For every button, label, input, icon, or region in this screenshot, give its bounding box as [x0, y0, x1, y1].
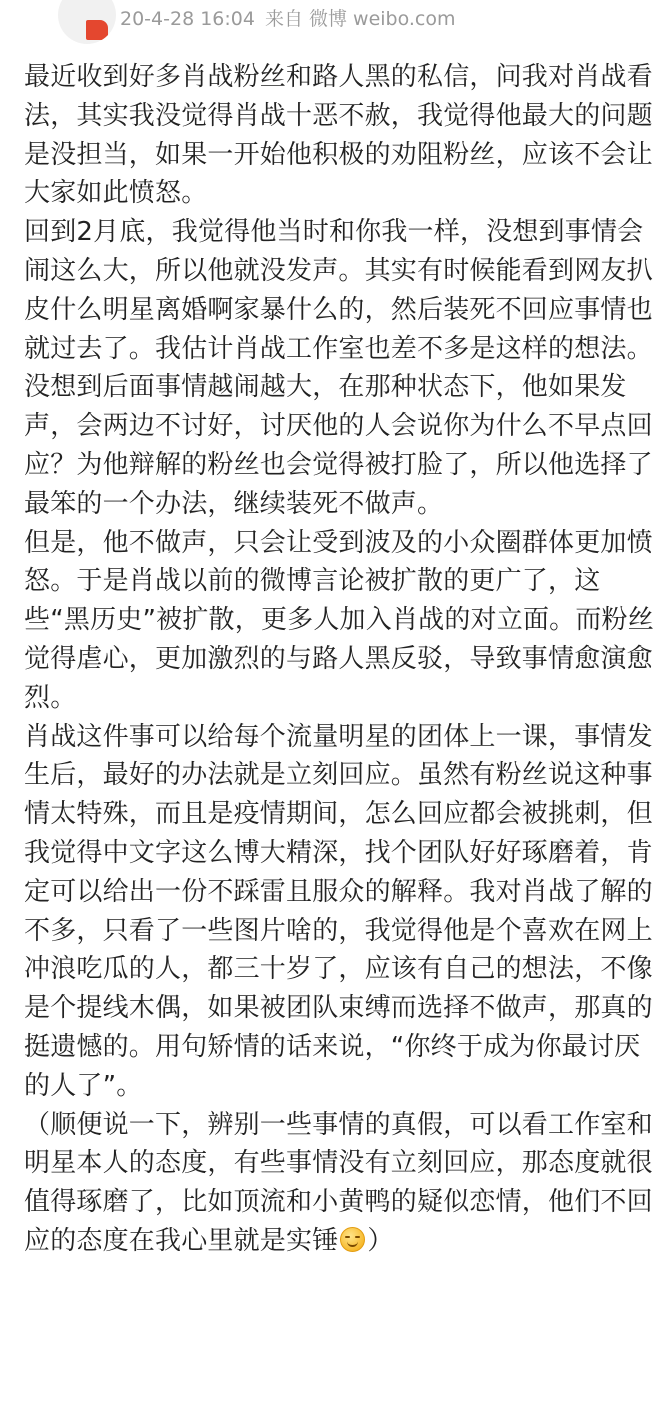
- post-paragraph-5: [24, 1106, 664, 1261]
- post-content: [24, 58, 664, 1261]
- post-meta: [120, 7, 466, 31]
- post-paragraph-1: 最近收到好多肖战粉丝和路人黑的私信，问我对肖战看法，其实我没觉得肖战十恶不赦，我觉得他最大的问题是没担当，如果一开始他积极的劝阻粉丝，应该不会让大家如此愤怒。: [24, 62, 653, 209]
- post-paragraph-4: 肖战这件事可以给每个流量明星的团体上一课，事情发生后，最好的办法就是立刻回应。虽然有粉丝说这种事情太特殊，而且是疫情期间，怎么回应都会被挑刺，但我觉得中文字这么博大精深，找个团队好好琢磨着，肯定可以给出一份不踩雷且服众的解释。我对肖战了解的不多，只看了一些图片啥的，我觉得他是个喜欢在网上冲浪吃瓜的人，都三十岁了，应该有自己的想法，不像是个提线木偶，如果被团队束缚而选择不做声，那真的挺遗憾的。用句矫情的话来说，“你终于成为你最讨厌的人了”。: [24, 721, 653, 1101]
- post-meta-bar: [0, 0, 672, 44]
- post-paragraph-2: 回到2月底，我觉得他当时和你我一样，没想到事情会闹这么大，所以他就没发声。其实有时候能看到网友扒皮什么明星离婚啊家暴什么的，然后装死不回应事情也就过去了。我估计肖战工作室也差不多是这样的想法。没想到后面事情越闹越大，在那种状态下，他如果发声，会两边不讨好，讨厌他的人会说你为什么不早点回应？为他辩解的粉丝也会觉得被打脸了，所以他选择了最笨的一个办法，继续装死不做声。: [24, 217, 653, 519]
- post-source: 来自 微博 weibo.com: [264, 8, 456, 30]
- post-paragraph-5-end: ）: [367, 1225, 394, 1256]
- post-date: 20-4-28 16:04: [120, 8, 255, 30]
- avatar[interactable]: [58, 0, 116, 44]
- post-paragraph-5-text: （顺便说一下，辨别一些事情的真假，可以看工作室和明星本人的态度，有些事情没有立刻回应，那态度就很值得琢磨了，比如顶流和小黄鸭的疑似恋情，他们不回应的态度在我心里就是实锤: [24, 1109, 653, 1256]
- post-paragraph-3: 但是，他不做声，只会让受到波及的小众圈群体更加愤怒。于是肖战以前的微博言论被扩散的更广了，这些“黑历史”被扩散，更多人加入肖战的对立面。而粉丝觉得虐心，更加激烈的与路人黑反驳，导致事情愈演愈烈。: [24, 527, 654, 713]
- smile-emoji-icon: [340, 1227, 365, 1252]
